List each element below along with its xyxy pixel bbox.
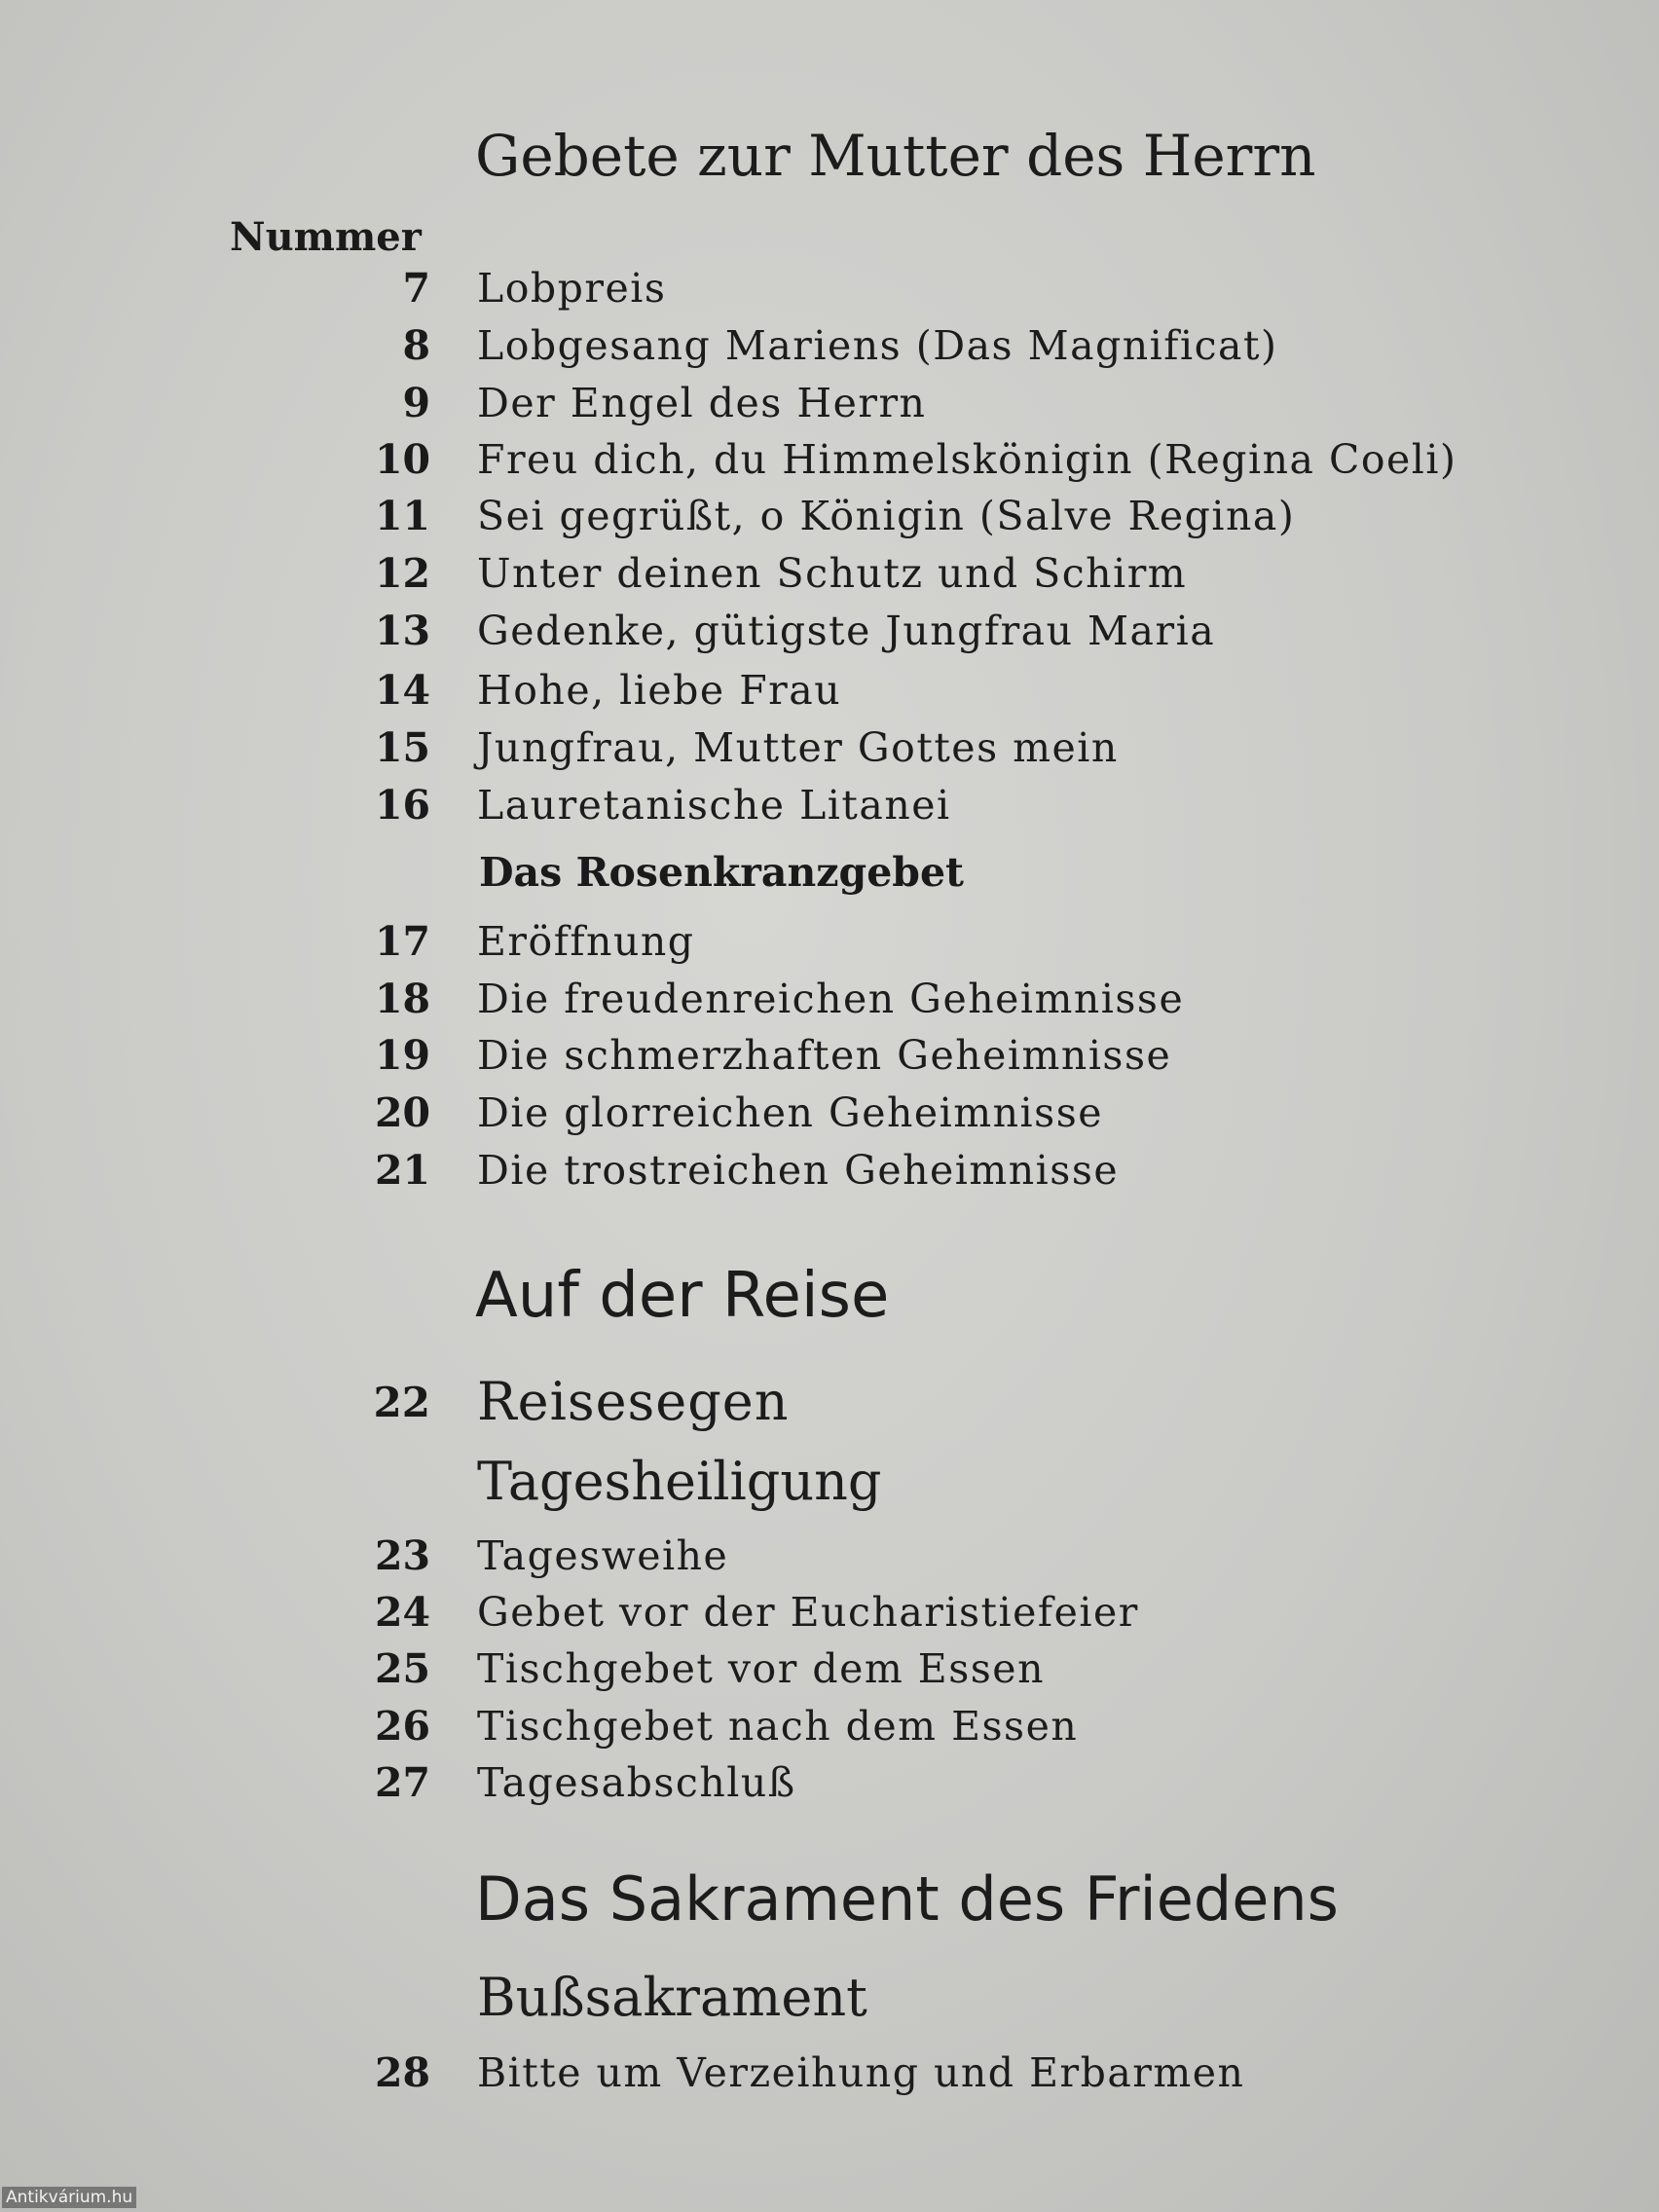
item-title: Gebet vor der Eucharistiefeier xyxy=(477,1589,1139,1636)
item-title: Lobgesang Mariens (Das Magnificat) xyxy=(477,322,1278,369)
item-title: Sei gegrüßt, o Königin (Salve Regina) xyxy=(477,493,1296,539)
subheading-busssakrament: Bußsakrament xyxy=(477,1967,867,2028)
list-item xyxy=(0,436,1659,493)
item-title: Bitte um Verzeihung und Erbarmen xyxy=(477,2049,1245,2096)
list-item xyxy=(0,1759,1659,1816)
item-number: 23 xyxy=(374,1532,430,1579)
item-title: Jungfrau, Mutter Gottes mein xyxy=(477,724,1119,771)
item-number: 26 xyxy=(374,1703,430,1750)
item-title: Gedenke, gütigste Jungfrau Maria xyxy=(477,608,1216,654)
list-item xyxy=(0,493,1659,549)
item-number: 12 xyxy=(374,550,430,597)
item-number: 7 xyxy=(402,265,430,312)
item-number: 16 xyxy=(374,782,430,829)
list-item xyxy=(0,667,1659,723)
item-number: 9 xyxy=(402,380,430,426)
item-title: Der Engel des Herrn xyxy=(477,380,927,426)
item-number: 27 xyxy=(374,1759,430,1806)
item-title: Tischgebet nach dem Essen xyxy=(477,1703,1079,1750)
item-number: 18 xyxy=(374,976,430,1022)
list-item xyxy=(0,1032,1659,1088)
item-number: 28 xyxy=(374,2049,430,2096)
list-item xyxy=(0,782,1659,838)
item-title: Hohe, liebe Frau xyxy=(477,667,842,714)
item-number: 15 xyxy=(374,724,430,771)
list-item xyxy=(0,1089,1659,1146)
item-title: Reisesegen xyxy=(477,1371,790,1432)
item-number: 14 xyxy=(374,667,430,714)
column-header-nummer: Nummer xyxy=(230,214,422,260)
item-number: 20 xyxy=(374,1089,430,1136)
list-item xyxy=(0,265,1659,321)
item-title: Die glorreichen Geheimnisse xyxy=(477,1089,1104,1136)
item-title: Eröffnung xyxy=(477,918,695,965)
item-title: Tagesabschluß xyxy=(477,1759,796,1806)
item-number: 22 xyxy=(373,1379,430,1426)
list-item xyxy=(0,918,1659,975)
list-item xyxy=(0,1589,1659,1645)
item-number: 8 xyxy=(402,322,430,369)
section-title-mutter-des-herrn: Gebete zur Mutter des Herrn xyxy=(475,123,1316,189)
list-item xyxy=(0,724,1659,781)
list-item xyxy=(0,322,1659,379)
list-item xyxy=(0,1532,1659,1589)
item-title: Freu dich, du Himmelskönigin (Regina Coeli) xyxy=(477,436,1457,483)
item-number: 19 xyxy=(374,1032,430,1079)
item-number: 24 xyxy=(374,1589,430,1636)
item-title: Die freudenreichen Geheimnisse xyxy=(477,976,1185,1022)
item-number: 10 xyxy=(374,436,430,483)
list-item xyxy=(0,1645,1659,1702)
item-title: Tagesweihe xyxy=(477,1532,729,1579)
list-item xyxy=(0,380,1659,436)
subheading-tagesheiligung: Tagesheiligung xyxy=(477,1451,882,1512)
item-title: Tischgebet vor dem Essen xyxy=(477,1645,1045,1692)
item-number: 13 xyxy=(374,608,430,654)
item-title: Lobpreis xyxy=(477,265,667,312)
item-number: 11 xyxy=(374,493,430,539)
watermark-text: Antikvárium.hu xyxy=(2,2187,136,2208)
list-item xyxy=(0,976,1659,1032)
section-title-sakrament-des-friedens: Das Sakrament des Friedens xyxy=(475,1863,1339,1935)
list-item xyxy=(0,1371,1659,1432)
item-title: Die trostreichen Geheimnisse xyxy=(477,1147,1120,1194)
item-title: Lauretanische Litanei xyxy=(477,782,951,829)
subheading-rosenkranzgebet: Das Rosenkranzgebet xyxy=(479,849,964,896)
item-number: 25 xyxy=(374,1645,430,1692)
section-title-auf-der-reise: Auf der Reise xyxy=(475,1260,890,1332)
list-item xyxy=(0,2049,1659,2106)
list-item xyxy=(0,608,1659,664)
item-number: 17 xyxy=(374,918,430,965)
item-number: 21 xyxy=(374,1147,430,1194)
list-item xyxy=(0,1703,1659,1759)
item-title: Die schmerzhaften Geheimnisse xyxy=(477,1032,1172,1079)
list-item xyxy=(0,550,1659,607)
list-item xyxy=(0,1147,1659,1203)
item-title: Unter deinen Schutz und Schirm xyxy=(477,550,1188,597)
